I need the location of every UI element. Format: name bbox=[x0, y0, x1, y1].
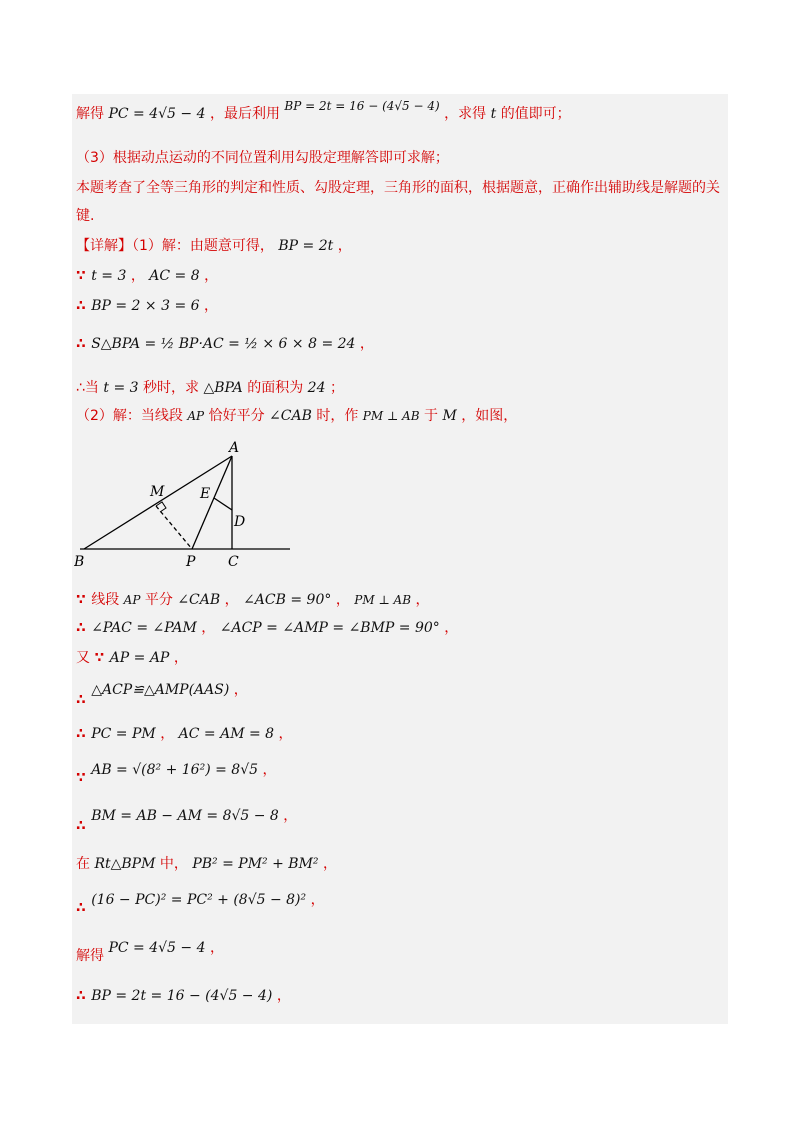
line-text: ， bbox=[160, 726, 175, 742]
line-text: 中， bbox=[159, 856, 188, 872]
formula: BP = 2t = 16 − (4√5 − 4) bbox=[91, 988, 273, 1004]
line-text: 本题考查了全等三角形的判定和性质、勾股定理，三角形的面积，根据题意，正确作出辅助线是解题的关 bbox=[76, 180, 720, 196]
formula: PM ⊥ AB bbox=[362, 409, 420, 423]
line-text: ， bbox=[233, 682, 248, 698]
solution-line-9 bbox=[76, 406, 517, 426]
solution-line-3 bbox=[76, 206, 94, 226]
therefore-symbol: ∴ bbox=[76, 620, 87, 636]
line-text: ，如图， bbox=[461, 408, 518, 424]
label-e: E bbox=[200, 486, 211, 502]
label-c: C bbox=[228, 554, 239, 570]
line-text: ，最后利用 bbox=[209, 106, 280, 122]
formula: BP = 2t bbox=[278, 238, 334, 254]
formula: △ACP≌△AMP(AAS) bbox=[91, 682, 230, 698]
because-symbol: ∵ bbox=[76, 592, 87, 608]
formula: BP = 2t = 16 − (4√5 − 4) bbox=[284, 99, 440, 113]
therefore-symbol: ∴ bbox=[76, 298, 87, 314]
label-m: M bbox=[150, 484, 165, 500]
formula: AP = AP bbox=[109, 650, 170, 666]
segment-ap bbox=[192, 456, 232, 549]
solution-line-2 bbox=[76, 178, 720, 198]
solution-line-10 bbox=[76, 590, 429, 610]
solution-line-14 bbox=[76, 724, 293, 744]
formula: AC = AM = 8 bbox=[178, 726, 275, 742]
therefore-symbol: ∴ bbox=[76, 726, 87, 742]
line-text: ， bbox=[203, 298, 218, 314]
formula: PB² = PM² + BM² bbox=[192, 856, 319, 872]
formula: PC = PM bbox=[91, 726, 156, 742]
solution-line-19 bbox=[76, 938, 224, 964]
formula: t = 3 bbox=[91, 268, 127, 284]
formula: BP = 2 × 3 = 6 bbox=[91, 298, 200, 314]
formula: t bbox=[490, 106, 497, 122]
line-text: ， bbox=[201, 620, 216, 636]
formula: PC = 4√5 − 4 bbox=[108, 940, 206, 956]
line-text: （2）解：当线段 bbox=[76, 408, 183, 424]
formula: PC = 4√5 − 4 bbox=[108, 106, 206, 122]
line-text: ∴当 bbox=[76, 380, 99, 396]
line-text: 【详解】（1）解：由题意可得， bbox=[76, 238, 274, 254]
line-text: ，求得 bbox=[444, 106, 487, 122]
solution-line-15 bbox=[76, 760, 277, 786]
line-text: 解得 bbox=[76, 106, 104, 122]
label-d: D bbox=[234, 514, 246, 530]
solution-line-17 bbox=[76, 854, 337, 874]
solution-line-5 bbox=[76, 266, 218, 286]
line-text: 秒时，求 bbox=[143, 380, 199, 396]
label-p: P bbox=[186, 554, 196, 570]
line-text: 于 bbox=[424, 408, 438, 424]
formula: ∠ACB = 90° bbox=[243, 592, 332, 608]
formula: Rt△BPM bbox=[94, 856, 156, 872]
solution-line-16 bbox=[76, 806, 298, 834]
line-text: 恰好平分 bbox=[208, 408, 265, 424]
formula: (16 − PC)² = PC² + (8√5 − 8)² bbox=[91, 892, 307, 908]
formula: AC = 8 bbox=[149, 268, 200, 284]
line-text: ， bbox=[224, 592, 239, 608]
line-text: 又 bbox=[76, 650, 90, 666]
line-text: 的值即可； bbox=[500, 106, 571, 122]
solution-line-12 bbox=[76, 648, 188, 668]
line-text: ， bbox=[310, 892, 325, 908]
line-text: 在 bbox=[76, 856, 90, 872]
line-text: ； bbox=[329, 380, 344, 396]
solution-line-4 bbox=[76, 236, 352, 256]
line-text: ， bbox=[130, 268, 145, 284]
label-a: A bbox=[229, 440, 240, 456]
segment-ab bbox=[84, 456, 232, 549]
formula: M bbox=[442, 408, 457, 424]
segment-pm bbox=[156, 506, 192, 549]
line-text: 线段 bbox=[91, 592, 120, 608]
line-text: （3）根据动点运动的不同位置利用勾股定理解答即可求解； bbox=[76, 150, 449, 166]
line-text: ， bbox=[335, 592, 350, 608]
formula: AB = √(8² + 16²) = 8√5 bbox=[91, 762, 259, 778]
solution-line-18 bbox=[76, 890, 325, 916]
formula: △BPA bbox=[203, 380, 243, 396]
line-text: ， bbox=[322, 856, 337, 872]
line-text: 时，作 bbox=[316, 408, 359, 424]
because-symbol: ∵ bbox=[94, 650, 106, 666]
line-text: ， bbox=[173, 650, 188, 666]
therefore-symbol: ∴ bbox=[76, 818, 87, 834]
formula: t = 3 bbox=[103, 380, 139, 396]
because-symbol: ∵ bbox=[76, 770, 87, 786]
line-text: ， bbox=[444, 620, 459, 636]
label-b: B bbox=[74, 554, 85, 570]
solution-line-20 bbox=[76, 986, 291, 1006]
line-text: ， bbox=[209, 940, 224, 956]
line-text: ， bbox=[276, 988, 291, 1004]
formula: AP bbox=[187, 409, 205, 423]
line-text: ， bbox=[415, 592, 430, 608]
solution-line-1 bbox=[76, 148, 449, 168]
therefore-symbol: ∴ bbox=[76, 900, 87, 916]
line-text: 解得 bbox=[76, 948, 104, 964]
formula: 24 bbox=[307, 380, 326, 396]
formula: BM = AB − AM = 8√5 − 8 bbox=[91, 808, 279, 824]
line-text: ， bbox=[337, 238, 352, 254]
line-text: ， bbox=[204, 268, 219, 284]
formula: S△BPA = ½ BP·AC = ½ × 6 × 8 = 24 bbox=[91, 336, 356, 352]
line-text: ， bbox=[262, 762, 277, 778]
line-text: ， bbox=[283, 808, 298, 824]
solution-line-13 bbox=[76, 680, 248, 708]
formula: ∠CAB bbox=[177, 592, 221, 608]
formula: ∠PAC = ∠PAM bbox=[91, 620, 197, 636]
solution-line-11 bbox=[76, 618, 458, 638]
solution-line-6 bbox=[76, 296, 218, 316]
line-text: ， bbox=[278, 726, 293, 742]
therefore-symbol: ∴ bbox=[76, 988, 87, 1004]
therefore-symbol: ∴ bbox=[76, 336, 87, 352]
line-text: ， bbox=[359, 336, 374, 352]
solution-line-7 bbox=[76, 334, 374, 354]
solution-line-8 bbox=[76, 378, 344, 398]
line-text: 平分 bbox=[144, 592, 173, 608]
because-symbol: ∵ bbox=[76, 268, 87, 284]
line-text: 的面积为 bbox=[247, 380, 304, 396]
line-text: 键. bbox=[76, 208, 95, 224]
formula: AP bbox=[123, 593, 141, 607]
formula: ∠CAB bbox=[269, 408, 312, 424]
geometry-figure bbox=[74, 436, 294, 570]
segment-ed bbox=[214, 498, 232, 510]
therefore-symbol: ∴ bbox=[76, 692, 87, 708]
solution-line-0 bbox=[76, 99, 571, 124]
formula: ∠ACP = ∠AMP = ∠BMP = 90° bbox=[219, 620, 440, 636]
formula: PM ⊥ AB bbox=[354, 593, 412, 607]
